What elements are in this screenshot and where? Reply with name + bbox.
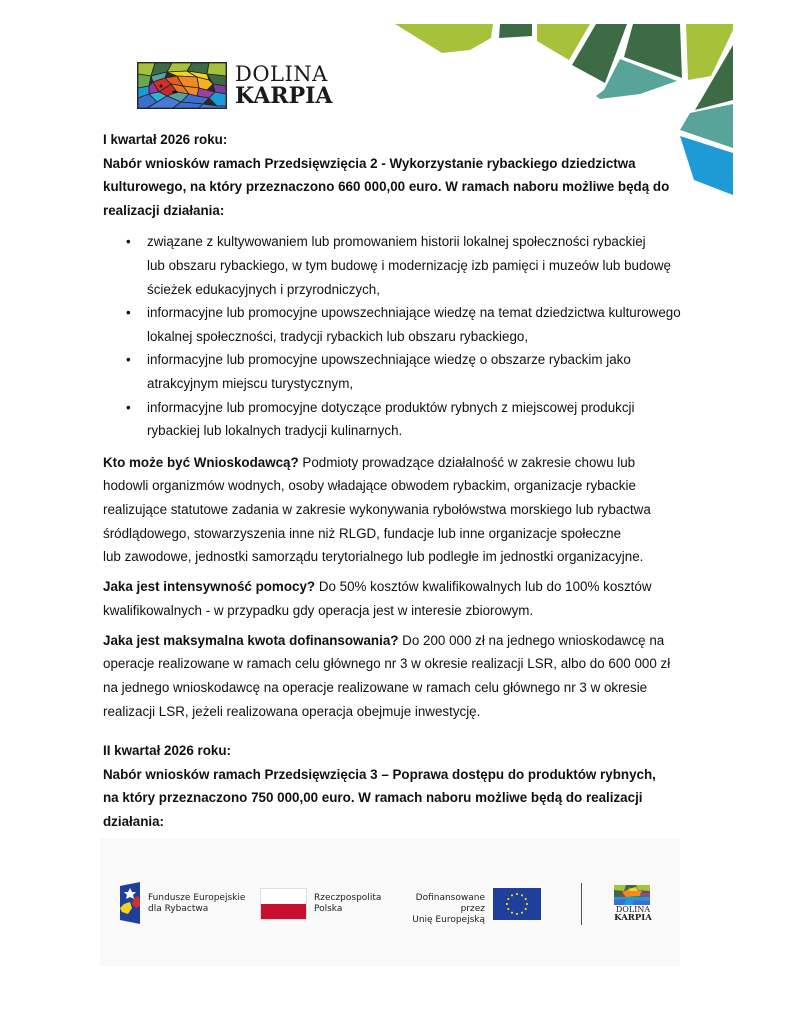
section2-heading [103, 739, 693, 833]
max-amount-question: Jaka jest maksymalna kwota dofinansowania? [103, 632, 399, 648]
max-amount-paragraph [103, 629, 693, 723]
list-item-line: ścieżek edukacyjnych i przyrodniczych, [147, 281, 380, 297]
eu-flag-icon [493, 888, 541, 920]
bullet-icon: • [126, 352, 131, 368]
section2-title-line: na który przeznaczono 750 000,00 euro. W ramach naboru możliwe będą do realizacji [103, 790, 643, 806]
paragraph-line: śródlądowego, stowarzyszenia inne niż RLGD, fundacje lub inne organizacje społeczne [103, 525, 622, 541]
section1-heading [103, 128, 693, 222]
paragraph-line: Do 50% kosztów kwalifikowalnych lub do 100% kosztów [315, 579, 652, 595]
paragraph-line: Podmioty prowadzące działalność w zakresie chowu lub [298, 454, 636, 470]
section1-quarter: I kwartał 2026 roku: [103, 132, 228, 147]
list-item-line: informacyjne lub promocyjne upowszechniające wiedzę o obszarze rybackim jako [147, 352, 631, 368]
label-line: dla Rybactwa [148, 904, 209, 914]
list-item-line: rybackiej lub lokalnych tradycji kulinarnych. [147, 423, 403, 439]
bullet-icon: • [126, 305, 131, 321]
poland-label [314, 893, 381, 915]
section1-title-line: realizacji działania: [103, 202, 225, 218]
list-item [103, 301, 693, 348]
paragraph-line: na jednego wnioskodawcę na operacje realizowane w ramach celu głównego nr 3 w okresie [103, 680, 648, 696]
section1-title-line: kulturowego, na który przeznaczono 660 000,00 euro. W ramach naboru możliwe będą do [103, 179, 670, 195]
paragraph-line: hodowli organizmów wodnych, osoby władające obwodem rybackim, organizacje rybackie [103, 478, 636, 494]
list-item [103, 230, 693, 301]
applicant-question: Kto może być Wnioskodawcą? [103, 454, 299, 470]
funding-logos-banner [100, 838, 680, 966]
bullet-icon: • [126, 234, 131, 250]
label-line: Rzeczpospolita [314, 893, 382, 903]
bullet-icon: • [126, 399, 131, 415]
fish-mosaic-icon [614, 885, 650, 905]
list-item [103, 348, 693, 395]
paragraph-line: kwalifikowalnych - w przypadku gdy operacja jest w interesie zbiorowym. [103, 602, 534, 618]
applicant-paragraph [103, 451, 693, 569]
list-item-line: atrakcyjnym miejscu turystycznym, [147, 375, 354, 391]
list-item-line: związane z kultywowaniem lub promowaniem historii lokalnej społeczności rybackiej [147, 234, 646, 250]
logo-line2: KARPIA [235, 83, 333, 109]
paragraph-line: lub zawodowe, jednostki samorządu terytorialnego lub podległe im jednostki organizacyjne. [103, 549, 644, 565]
label-line: Dofinansowane przez [415, 893, 485, 914]
intensity-paragraph [103, 575, 693, 622]
section1-title-line: Nabór wniosków ramach Przedsięwzięcia 2 - Wykorzystanie rybackiego dziedzictwa [103, 155, 636, 171]
list-item [103, 396, 693, 443]
label-line: Fundusze Europejskie [148, 893, 246, 903]
logo-line1: DOLINA [615, 905, 651, 914]
paragraph-line: realizujące statutowe zadania w zakresie wykonywania rybołówstwa morskiego lub rybactwa [103, 501, 651, 517]
footer-divider [581, 883, 582, 925]
logo-wordmark [235, 64, 333, 107]
intensity-question: Jaka jest intensywność pomocy? [103, 579, 316, 595]
label-line: Polska [314, 904, 343, 914]
paragraph-line: realizacji LSR, jeżeli realizowana operacja obejmuje inwestycję. [103, 703, 481, 719]
fish-mosaic-icon [137, 62, 227, 109]
list-item-line: lokalnej społeczności, tradycji rybackich lub obszaru rybackiego, [147, 328, 529, 344]
small-logo-wordmark [612, 906, 654, 923]
dolina-karpia-small-logo [612, 885, 652, 929]
section2-title-line: działania: [103, 814, 165, 830]
list-item-line: informacyjne lub promocyjne dotyczące produktów rybnych z miejscowej produkcji [147, 399, 635, 415]
list-item-line: lub obszaru rybackiego, w tym budowę i modernizację izb pamięci i muzeów lub budowę [147, 257, 671, 273]
list-item-line: informacyjne lub promocyjne upowszechniające wiedzę na temat dziedzictwa kulturowego [147, 305, 681, 321]
paragraph-line: Do 200 000 zł na jednego wnioskodawcę na [398, 632, 665, 648]
paragraph-line: operacje realizowane w ramach celu głównego nr 3 w okresie realizacji LSR, albo do 600 000 zł [103, 656, 671, 672]
logo-line1: DOLINA [235, 62, 328, 86]
logo-line2: KARPIA [614, 913, 652, 923]
european-funds-label [148, 893, 245, 915]
poland-flag-icon [260, 888, 307, 920]
activities-list [103, 230, 693, 442]
eu-cofunded-label [396, 893, 485, 926]
european-funds-logo-icon [120, 882, 142, 924]
document-body [103, 128, 693, 834]
section2-quarter: II kwartał 2026 roku: [103, 743, 232, 759]
section2-title-line: Nabór wniosków ramach Przedsięwzięcia 3 – Poprawa dostępu do produktów rybnych, [103, 766, 656, 782]
dolina-karpia-logo [137, 62, 333, 110]
label-line: Unię Europejską [412, 915, 485, 925]
